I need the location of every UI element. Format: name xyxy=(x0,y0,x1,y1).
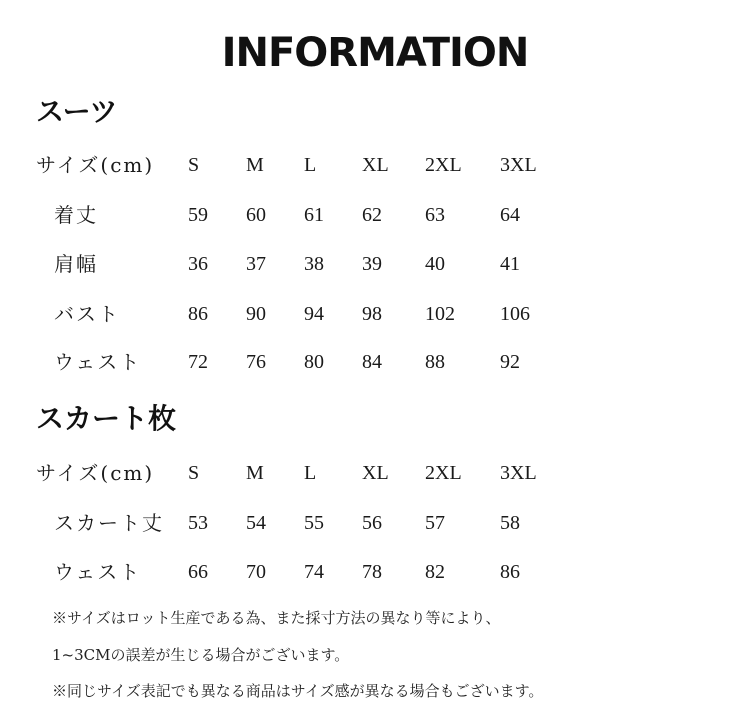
table-cell: 40 xyxy=(425,253,445,275)
table-cell: 88 xyxy=(425,351,445,373)
table-cell: 39 xyxy=(362,253,382,275)
table-cell: 70 xyxy=(246,561,266,583)
table-cell: 60 xyxy=(246,204,266,226)
table-cell: 94 xyxy=(304,303,324,325)
table-row xyxy=(0,249,750,279)
row-label: ウェスト xyxy=(54,350,142,374)
size-col-header: XL xyxy=(362,462,389,484)
size-col-header: L xyxy=(304,154,317,176)
size-col-header: M xyxy=(246,462,264,484)
table-cell: 66 xyxy=(188,561,208,583)
table-cell: 59 xyxy=(188,204,208,226)
table-cell: 63 xyxy=(425,204,445,226)
table-cell: 90 xyxy=(246,303,266,325)
table-row xyxy=(0,557,750,587)
table-cell: 74 xyxy=(304,561,324,583)
skirt-header-row xyxy=(0,458,750,488)
table-cell: 54 xyxy=(246,512,266,534)
skirt-heading: スカート枚 xyxy=(36,402,177,435)
note-line: 1~3CMの誤差が生じる場合がございます。 xyxy=(52,646,350,664)
suit-header-row xyxy=(0,150,750,180)
size-col-header: 3XL xyxy=(500,154,537,176)
table-cell: 56 xyxy=(362,512,382,534)
table-cell: 98 xyxy=(362,303,382,325)
table-cell: 38 xyxy=(304,253,324,275)
note-line: ※同じサイズ表記でも異なる商品はサイズ感が異なる場合もございます。 xyxy=(52,682,544,700)
size-col-header: 2XL xyxy=(425,154,462,176)
size-col-header: L xyxy=(304,462,317,484)
table-cell: 92 xyxy=(500,351,520,373)
table-cell: 58 xyxy=(500,512,520,534)
page-title: INFORMATION xyxy=(221,30,529,76)
size-col-header: XL xyxy=(362,154,389,176)
table-cell: 55 xyxy=(304,512,324,534)
suit-heading: スーツ xyxy=(36,95,118,128)
size-col-header: S xyxy=(188,462,200,484)
table-row xyxy=(0,508,750,538)
table-row xyxy=(0,299,750,329)
table-cell: 72 xyxy=(188,351,208,373)
size-col-header: M xyxy=(246,154,264,176)
table-cell: 64 xyxy=(500,204,520,226)
table-cell: 84 xyxy=(362,351,382,373)
table-cell: 86 xyxy=(500,561,520,583)
table-cell: 36 xyxy=(188,253,208,275)
table-cell: 106 xyxy=(500,303,530,325)
table-cell: 76 xyxy=(246,351,266,373)
size-col-header: 2XL xyxy=(425,462,462,484)
row-label: 肩幅 xyxy=(54,252,98,276)
note-line: ※サイズはロット生産である為、また採寸方法の異なり等により、 xyxy=(52,609,501,627)
table-cell: 41 xyxy=(500,253,520,275)
row-label: スカート丈 xyxy=(54,511,164,535)
table-row xyxy=(0,200,750,230)
row-label: バスト xyxy=(54,302,120,326)
table-cell: 78 xyxy=(362,561,382,583)
table-cell: 102 xyxy=(425,303,455,325)
table-cell: 53 xyxy=(188,512,208,534)
table-cell: 86 xyxy=(188,303,208,325)
table-cell: 61 xyxy=(304,204,324,226)
table-cell: 57 xyxy=(425,512,445,534)
row-label: ウェスト xyxy=(54,560,142,584)
size-header-label: サイズ(cm) xyxy=(36,153,155,177)
row-label: 着丈 xyxy=(54,203,98,227)
size-col-header: S xyxy=(188,154,200,176)
table-cell: 80 xyxy=(304,351,324,373)
size-col-header: 3XL xyxy=(500,462,537,484)
table-cell: 82 xyxy=(425,561,445,583)
table-row xyxy=(0,347,750,377)
table-cell: 37 xyxy=(246,253,266,275)
table-cell: 62 xyxy=(362,204,382,226)
size-header-label: サイズ(cm) xyxy=(36,461,155,485)
